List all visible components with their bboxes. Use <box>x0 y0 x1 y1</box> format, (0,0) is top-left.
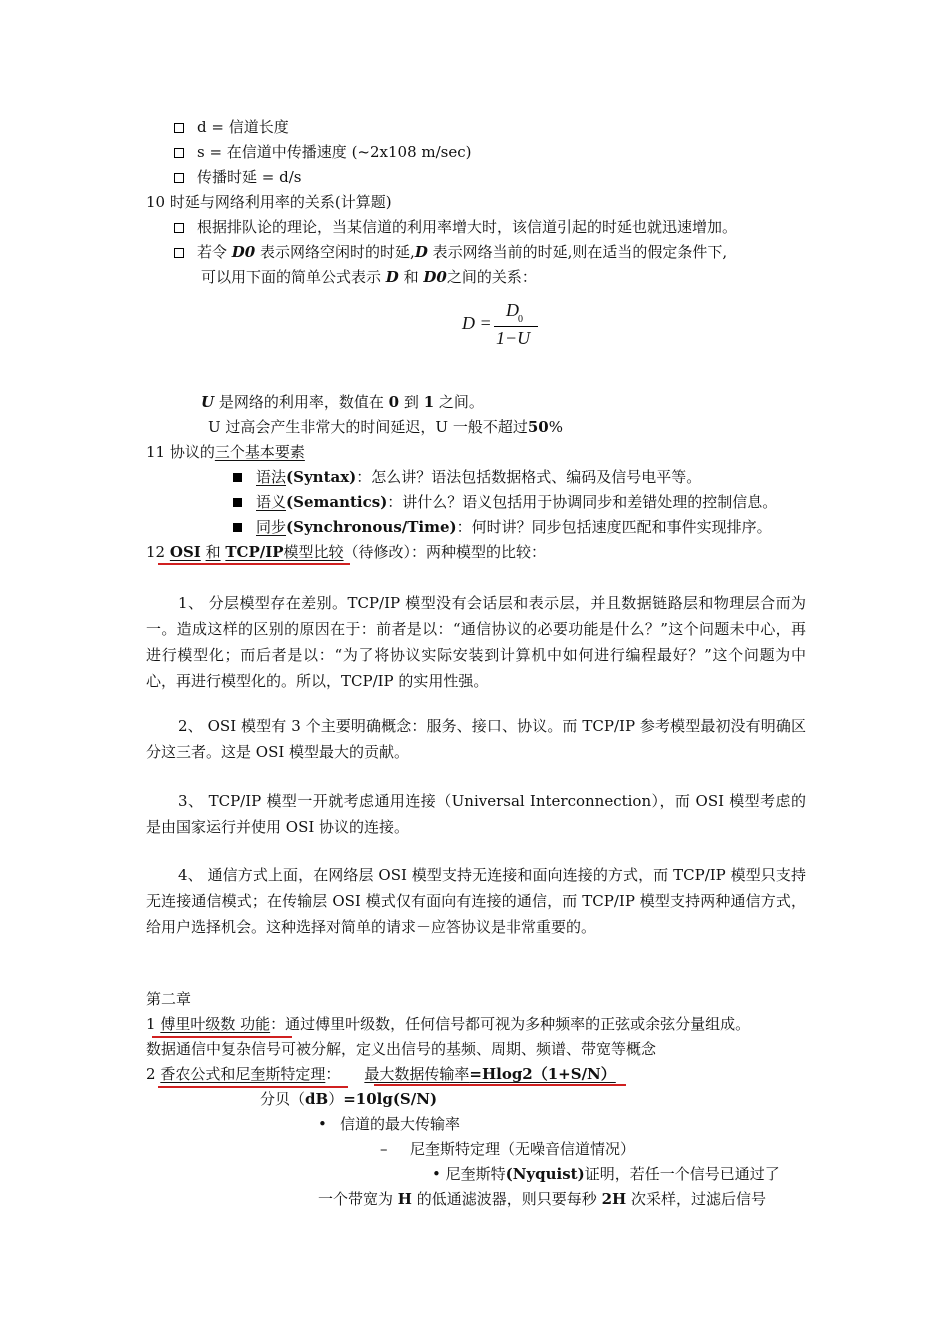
heading-number: 12 <box>146 543 166 561</box>
red-underline-mark <box>158 563 350 565</box>
text: • 尼奎斯特 <box>432 1165 506 1183</box>
text-line <box>260 1089 437 1109</box>
text: % <box>548 418 563 436</box>
heading-title: 三个基本要素 <box>214 443 305 461</box>
text: 表示网络空闲时的时延, <box>260 243 415 261</box>
bullet-dot-icon: • <box>318 1115 327 1133</box>
list-item <box>174 117 289 137</box>
text: 表示网络当前的时延,则在适当的假定条件下, <box>432 243 728 261</box>
heading-osi: OSI <box>169 543 201 561</box>
term-en: (Syntax) <box>286 468 357 486</box>
text: 最大数据传输率 <box>364 1065 470 1083</box>
text: 的低通滤波器，则只要每秒 <box>416 1190 597 1208</box>
red-underline-mark <box>374 1084 626 1086</box>
text: 次采样，过滤后信号 <box>630 1190 766 1208</box>
fraction-bar <box>494 326 538 327</box>
text: 之间的关系： <box>446 268 537 286</box>
checkbox-square-icon <box>174 148 184 158</box>
text: 一个带宽为 <box>318 1190 394 1208</box>
text-line <box>146 1064 616 1084</box>
var-d0: D0 <box>231 243 256 261</box>
text-line <box>432 1164 780 1184</box>
item-text: 尼奎斯特定理（无噪音信道情况） <box>410 1140 636 1158</box>
checkbox-square-icon <box>174 223 184 233</box>
list-item <box>174 242 727 262</box>
heading-number: 2 <box>146 1065 156 1083</box>
section-heading: 10 时延与网络利用率的关系(计算题) <box>146 193 392 211</box>
checkbox-square-icon <box>174 123 184 133</box>
list-item <box>174 217 737 237</box>
text: 若令 <box>197 243 228 261</box>
text: U 过高会产生非常大的时间延迟，U 一般不超过 <box>208 418 528 436</box>
paragraph: 3、 TCP/IP 模型一开就考虑通用连接（Universal Interconnection），而 OSI 模型考虑的是由国家运行并使用 OSI 协议的连接。 <box>146 792 806 836</box>
heading-number: 11 协议的 <box>146 443 215 461</box>
term: 语法 <box>256 468 287 486</box>
num: 1 <box>423 393 435 411</box>
section-heading <box>146 442 305 462</box>
list-item <box>233 517 772 537</box>
paragraph: 1、 分层模型存在差别。TCP/IP 模型没有会话层和表示层，并且数据链路层和物理层合而为一。造成这样的区别的原因在于：前者是以：“通信协议的必要功能是什么？”这个问题未中心，再进行模型化；而后者是以：“为了将协议实际安装到计算机中如何进行编程最好？”这个问题为中心，再进行模型化的。所以，TCP/IP 的实用性强。 <box>146 594 806 690</box>
term-en: (Semantics) <box>286 493 388 511</box>
list-item <box>174 167 301 187</box>
heading-title: 香农公式和尼奎斯特定理 <box>160 1065 326 1083</box>
var-u: U <box>201 393 215 411</box>
item-text: s = 在信道中传播速度 (~2x108 m/sec) <box>197 143 472 161</box>
list-item <box>233 467 701 487</box>
text-line <box>318 1189 766 1209</box>
num: 0 <box>388 393 400 411</box>
bullet-square-icon <box>233 523 242 532</box>
item-text: ：何时讲？同步包括速度匹配和事件实现排序。 <box>456 518 772 536</box>
text-line <box>201 267 537 287</box>
item-text: 根据排队论的理论，当某信道的利用率增大时，该信道引起的时延也就迅速增加。 <box>197 218 738 236</box>
formula-numerator: D <box>506 300 519 320</box>
term: 语义 <box>256 493 287 511</box>
formula-text: =Hlog2（1+S/N） <box>469 1065 616 1083</box>
formula-text: =10lg(S/N) <box>343 1090 438 1108</box>
text: 2H <box>601 1190 627 1208</box>
list-item <box>380 1139 635 1159</box>
checkbox-square-icon <box>174 173 184 183</box>
var-d: D <box>385 268 399 286</box>
heading-title: 模型比较 <box>283 543 344 561</box>
num: 50 <box>527 418 549 436</box>
paragraph: 2、 OSI 模型有 3 个主要明确概念：服务、接口、协议。而 TCP/IP 参考模型最初没有明确区分这三者。这是 OSI 模型最大的贡献。 <box>146 717 806 761</box>
text-line <box>201 392 484 412</box>
text: dB <box>305 1090 329 1108</box>
item-text: d = 信道长度 <box>197 118 289 136</box>
list-item <box>174 142 472 162</box>
text: 和 <box>205 543 221 561</box>
heading-title: 傅里叶级数 功能 <box>160 1015 271 1033</box>
text: (Nyquist) <box>505 1165 585 1183</box>
var-d: D <box>414 243 428 261</box>
checkbox-square-icon <box>174 248 184 258</box>
text: ： <box>325 1065 341 1083</box>
heading-number: 1 <box>146 1015 156 1033</box>
bullet-square-icon <box>233 473 242 482</box>
bullet-square-icon <box>233 498 242 507</box>
formula <box>462 300 562 350</box>
red-underline-mark <box>152 1036 292 1038</box>
text-line <box>208 417 563 437</box>
text: ） <box>328 1090 344 1108</box>
text-line: 数据通信中复杂信号可被分解，定义出信号的基频、周期、频谱、带宽等概念 <box>146 1040 657 1058</box>
formula-lhs: D = <box>462 313 492 333</box>
text: 可以用下面的简单公式表示 <box>201 268 382 286</box>
text-line <box>146 1014 750 1034</box>
text: 和 <box>403 268 419 286</box>
text: （待修改）：两种模型的比较： <box>343 543 547 561</box>
formula-subscript: 0 <box>518 314 523 325</box>
red-underline-mark <box>158 1086 348 1088</box>
paragraph: 4、 通信方式上面，在网络层 OSI 模型支持无连接和面向连接的方式，而 TCP/IP 模型只支持无连接通信模式；在传输层 OSI 模式仅有面向有连接的通信，而 TCP/IP 模型支持两种通信方式，给用户选择机会。这种选择对简单的请求－应答协议是非常重要的。 <box>146 866 806 936</box>
list-item <box>318 1114 460 1134</box>
heading-tcp: TCP/IP <box>225 543 284 561</box>
item-text: ：讲什么？语义包括用于协调同步和差错处理的控制信息。 <box>387 493 778 511</box>
text: H <box>397 1190 412 1208</box>
item-text: ：怎么讲？语法包括数据格式、编码及信号电平等。 <box>356 468 702 486</box>
text: 之间。 <box>438 393 484 411</box>
text: 到 <box>403 393 419 411</box>
dash-icon: – <box>380 1140 388 1158</box>
chapter-heading: 第二章 <box>146 990 192 1008</box>
list-item <box>233 492 777 512</box>
text: 是网络的利用率，数值在 <box>218 393 384 411</box>
section-heading <box>146 542 546 562</box>
term: 同步 <box>256 518 287 536</box>
item-text: 信道的最大传输率 <box>340 1115 461 1133</box>
term-en: (Synchronous/Time) <box>286 518 457 536</box>
text: 证明，若任一个信号已通过了 <box>584 1165 780 1183</box>
text: ：通过傅里叶级数，任何信号都可视为多种频率的正弦或余弦分量组成。 <box>270 1015 751 1033</box>
text: 分贝（ <box>260 1090 306 1108</box>
item-text: 传播时延 = d/s <box>197 168 302 186</box>
formula-denominator: 1−U <box>496 328 531 348</box>
var-d0: D0 <box>423 268 447 286</box>
